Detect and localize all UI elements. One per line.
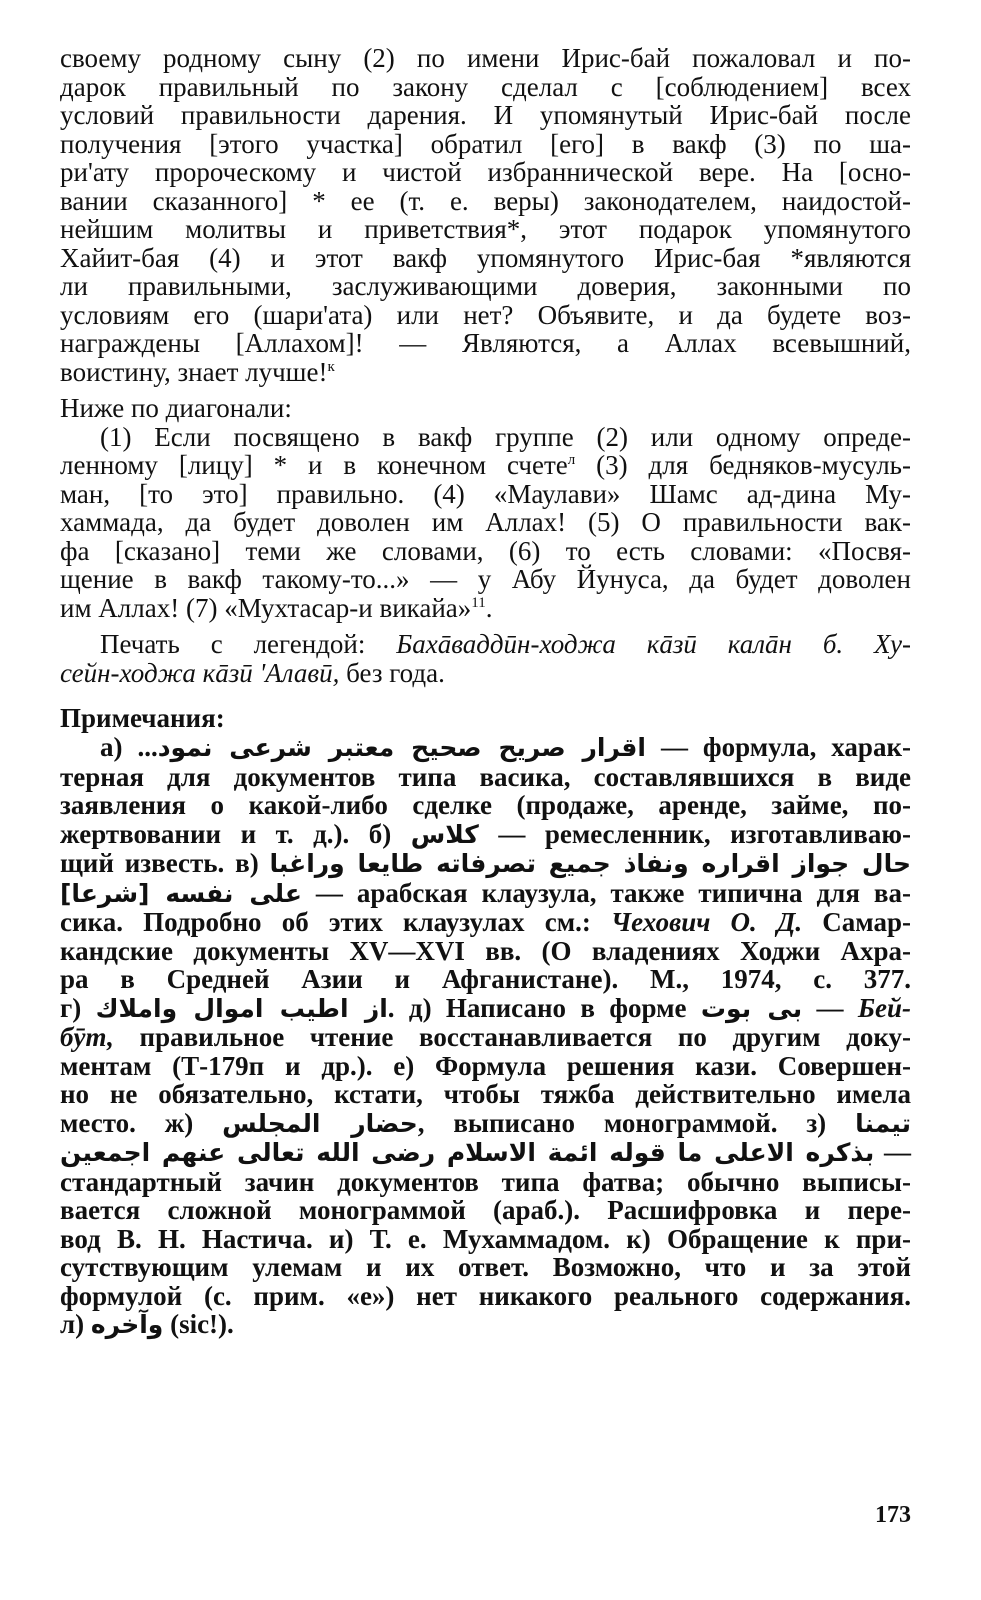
notes-heading: Примечания: bbox=[60, 703, 225, 733]
text-line: но не обязательно, кстати, чтобы тяжба действительно имела bbox=[60, 1079, 911, 1109]
text-line bbox=[60, 451, 911, 480]
text-line: фа [сказано] теми же словами, (6) то есть словами: «Посвя- bbox=[60, 535, 911, 566]
text-line: терная для документов типа васика, составлявшихся в виде bbox=[60, 761, 911, 792]
text-line: хаммада, да будет доволен им Аллах! (5) О правильности вак- bbox=[60, 507, 911, 537]
text-line-content: — арабская клаузула, также типична для ва- bbox=[301, 877, 911, 908]
text-line-content: — формула, харак- bbox=[645, 732, 911, 762]
name-italic: Бей- bbox=[857, 992, 911, 1023]
main-text-block bbox=[60, 44, 911, 386]
arabic-phrase: بى بوت bbox=[700, 993, 803, 1023]
text-line: (1) Если посвящено в вакф группе (2) или одному опреде- bbox=[100, 421, 911, 452]
text-line: вод В. Н. Настича. и) Т. е. Мухаммадом. к) Обращение к при- bbox=[60, 1223, 911, 1254]
text-line bbox=[60, 1109, 911, 1139]
text-line-content: — bbox=[802, 992, 858, 1023]
footnote-marker: 11 bbox=[471, 594, 486, 611]
text-line-content: — bbox=[874, 1137, 912, 1167]
text-line bbox=[60, 1023, 911, 1052]
text-line-content: , выписано монограммой. з) bbox=[417, 1107, 856, 1138]
text-line-content: . д) Написано в форме bbox=[387, 992, 701, 1023]
text-line: ри'ату пророческому и чистой избраннической вере. На [осно- bbox=[60, 157, 911, 187]
page-number: 173 bbox=[875, 1502, 911, 1528]
text-line: нейшим молитвы и приветствия*, этот подарок упомянутого bbox=[60, 214, 911, 244]
text-line-content: (sic!). bbox=[163, 1309, 234, 1339]
text-line: щение в вакф такому-то...» — у Абу Йунуса, да будет доволен bbox=[60, 564, 911, 594]
text-line bbox=[60, 908, 911, 937]
text-line bbox=[60, 879, 911, 909]
text-line-content: жертвовании и т. д.). б) bbox=[60, 818, 411, 849]
text-line bbox=[60, 630, 911, 659]
seal-prefix: Печать с легендой: bbox=[100, 629, 397, 659]
footnote-marker: л bbox=[567, 452, 576, 468]
text-line: ман, [то это] правильно. (4) «Маулави» Шамс ад-дина Му- bbox=[60, 478, 911, 509]
text-line-content: воистину, знает лучше! bbox=[60, 356, 328, 387]
text-line: стандартный зачин документов типа фатва; обычно выписы- bbox=[60, 1166, 911, 1197]
text-line: кандские документы XV—XVI вв. (О владениях Ходжи Ахра- bbox=[60, 935, 911, 966]
text-line bbox=[60, 1310, 911, 1340]
text-line-content: место. ж) bbox=[60, 1107, 223, 1138]
text-line: ментам (Т-179п и др.). е) Формула решения кази. Совершен- bbox=[60, 1050, 911, 1081]
text-line bbox=[60, 1138, 911, 1168]
text-line-content: им Аллах! (7) «Мухтасар-и викайа» bbox=[60, 592, 472, 623]
diagonal-note-block bbox=[60, 394, 911, 622]
note-label: а) ... bbox=[100, 732, 158, 762]
seal-legend: сейн-ходжа кāзū 'Алавū, bbox=[60, 657, 340, 688]
name-italic: бӯт, bbox=[60, 1022, 114, 1052]
text-line: своему родному сыну (2) по имени Ирис-бай пожаловал и по- bbox=[60, 43, 911, 73]
text-line: дарок правильный по закону сделал с [соблюдением] всех bbox=[60, 71, 911, 102]
text-line bbox=[60, 733, 911, 763]
arabic-phrase: تيمنا bbox=[855, 1108, 912, 1138]
arabic-phrase: وآخره bbox=[90, 1310, 164, 1339]
text-line-content: л) bbox=[60, 1309, 91, 1339]
text-line-content: (3) для бедняков-мусуль- bbox=[575, 450, 911, 480]
text-line bbox=[60, 820, 911, 850]
seal-legend: Бахāваддūн-ходжа кāзū калāн б. Ху- bbox=[396, 629, 911, 659]
arabic-phrase: كلاس bbox=[410, 819, 479, 849]
text-line-content: щий известь. в) bbox=[60, 848, 270, 878]
text-line: награждены [Аллахом]! — Являются, а Аллах всевышний, bbox=[60, 328, 911, 358]
text-line: вается сложной монограммой (араб.). Расшифровка и пере- bbox=[60, 1195, 911, 1225]
text-line-content: правильное чтение восстанавливается по другим доку- bbox=[113, 1022, 911, 1052]
text-line bbox=[60, 659, 911, 688]
text-line-content: ленному [лицу] * и в конечном счете bbox=[60, 450, 568, 480]
text-line bbox=[60, 994, 911, 1024]
author-name: Чехович О. Д. bbox=[610, 907, 803, 937]
arabic-phrase: حضار المجلس bbox=[222, 1108, 418, 1138]
seal-suffix: без года. bbox=[339, 657, 445, 688]
arabic-phrase: از اطيب اموال واملاك bbox=[95, 993, 388, 1023]
arabic-phrase: حال جواز اقراره ونفاذ جميع تصرفاته طايعا وراغبا bbox=[269, 849, 911, 878]
text-line bbox=[60, 358, 911, 387]
text-line-content: сика. Подробно об этих клаузулах см.: bbox=[60, 907, 611, 937]
arabic-phrase: على نفسه [شرعا] bbox=[60, 878, 302, 908]
text-line: условиям его (шари'ата) или нет? Объявите, и да будете воз- bbox=[60, 299, 911, 330]
text-line: формулой (с. прим. «е») нет никакого реального содержания. bbox=[60, 1280, 911, 1311]
text-line-content: Самар- bbox=[802, 907, 912, 937]
footnote-marker: к bbox=[327, 358, 335, 375]
text-line-content: г) bbox=[60, 992, 96, 1023]
text-line: вании сказанного] * ее (т. е. веры) законодателем, наидостой- bbox=[60, 185, 911, 216]
seal-block bbox=[60, 630, 911, 687]
text-line: условий правильности дарения. И упомянутый Ирис-бай после bbox=[60, 100, 911, 130]
text-line bbox=[60, 849, 911, 879]
text-line: ра в Средней Азии и Афганистане). М., 1974, с. 377. bbox=[60, 964, 911, 994]
arabic-phrase: بذكره الاعلى ما قوله ائمة الاسلام رضى الله تعالى عنهم اجمعين bbox=[60, 1138, 875, 1167]
text-line bbox=[60, 594, 911, 623]
diagonal-label: Ниже по диагонали: bbox=[60, 393, 292, 423]
notes-block bbox=[60, 703, 911, 1340]
text-line: получения [этого участка] обратил [его] в вакф (3) по ша- bbox=[60, 128, 911, 159]
text-line-end: . bbox=[485, 592, 493, 623]
text-line: сутствующим улемам и их ответ. Возможно, что и за этой bbox=[60, 1252, 911, 1282]
text-line-content: — ремесленник, изготавливаю- bbox=[478, 818, 911, 849]
text-line: ли правильными, заслуживающими доверия, законными по bbox=[60, 271, 911, 301]
text-line: заявления о какой-либо сделке (продаже, аренде, займе, по- bbox=[60, 790, 911, 820]
text-line: Хайит-бая (4) и этот вакф упомянутого Ирис-бая *являются bbox=[60, 242, 911, 273]
arabic-phrase: اقرار صريح صحيح معتبر شرعى نمود bbox=[157, 733, 646, 762]
